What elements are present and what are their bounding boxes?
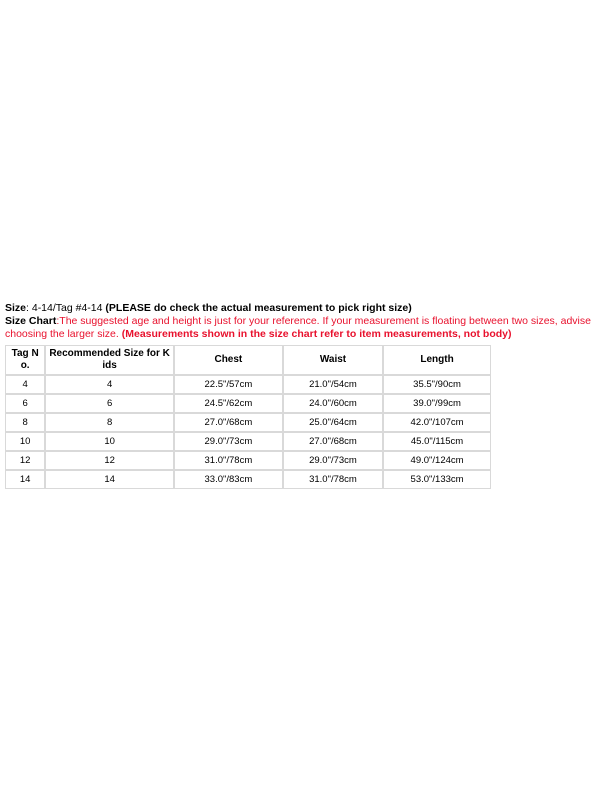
size-chart-text: :The suggested age and height is just for your reference. If your measurement is floating between two sizes, advise choosing the larger size. [5, 315, 591, 340]
cell-length: 45.0"/115cm [383, 432, 491, 451]
cell-tag: 8 [5, 413, 45, 432]
header-length: Length [383, 345, 491, 375]
cell-kids-size: 6 [45, 394, 174, 413]
cell-length: 53.0"/133cm [383, 470, 491, 489]
cell-tag: 12 [5, 451, 45, 470]
header-chest: Chest [174, 345, 283, 375]
cell-length: 42.0"/107cm [383, 413, 491, 432]
cell-kids-size: 8 [45, 413, 174, 432]
cell-tag: 10 [5, 432, 45, 451]
cell-chest: 24.5"/62cm [174, 394, 283, 413]
size-value: : 4-14/Tag #4-14 [26, 302, 106, 314]
cell-length: 49.0"/124cm [383, 451, 491, 470]
cell-kids-size: 12 [45, 451, 174, 470]
cell-tag: 14 [5, 470, 45, 489]
size-line [5, 302, 595, 315]
cell-waist: 24.0"/60cm [283, 394, 383, 413]
cell-chest: 29.0"/73cm [174, 432, 283, 451]
cell-chest: 27.0"/68cm [174, 413, 283, 432]
table-row [5, 394, 491, 413]
cell-tag: 6 [5, 394, 45, 413]
size-chart-note: (Measurements shown in the size chart refer to item measurements, not body) [121, 328, 512, 340]
cell-waist: 29.0"/73cm [283, 451, 383, 470]
cell-length: 39.0"/99cm [383, 394, 491, 413]
header-tag-no: Tag N o. [5, 345, 45, 375]
table-row [5, 375, 491, 394]
cell-waist: 31.0"/78cm [283, 470, 383, 489]
table-row [5, 413, 491, 432]
table-row [5, 451, 491, 470]
size-chart-line [5, 315, 595, 341]
table-row [5, 432, 491, 451]
cell-kids-size: 14 [45, 470, 174, 489]
cell-kids-size: 4 [45, 375, 174, 394]
cell-chest: 31.0"/78cm [174, 451, 283, 470]
table-header-row [5, 345, 491, 375]
size-table [5, 345, 491, 489]
cell-waist: 25.0"/64cm [283, 413, 383, 432]
table-row [5, 470, 491, 489]
cell-tag: 4 [5, 375, 45, 394]
cell-chest: 22.5"/57cm [174, 375, 283, 394]
size-label: Size [5, 302, 27, 314]
size-note: (PLEASE do check the actual measurement to pick right size) [105, 302, 412, 314]
cell-waist: 27.0"/68cm [283, 432, 383, 451]
header-waist: Waist [283, 345, 383, 375]
cell-kids-size: 10 [45, 432, 174, 451]
cell-chest: 33.0"/83cm [174, 470, 283, 489]
cell-length: 35.5"/90cm [383, 375, 491, 394]
cell-waist: 21.0"/54cm [283, 375, 383, 394]
header-recommended-size: Recommended Size for K ids [45, 345, 174, 375]
size-chart-section [5, 302, 595, 489]
size-chart-label: Size Chart [5, 315, 57, 327]
